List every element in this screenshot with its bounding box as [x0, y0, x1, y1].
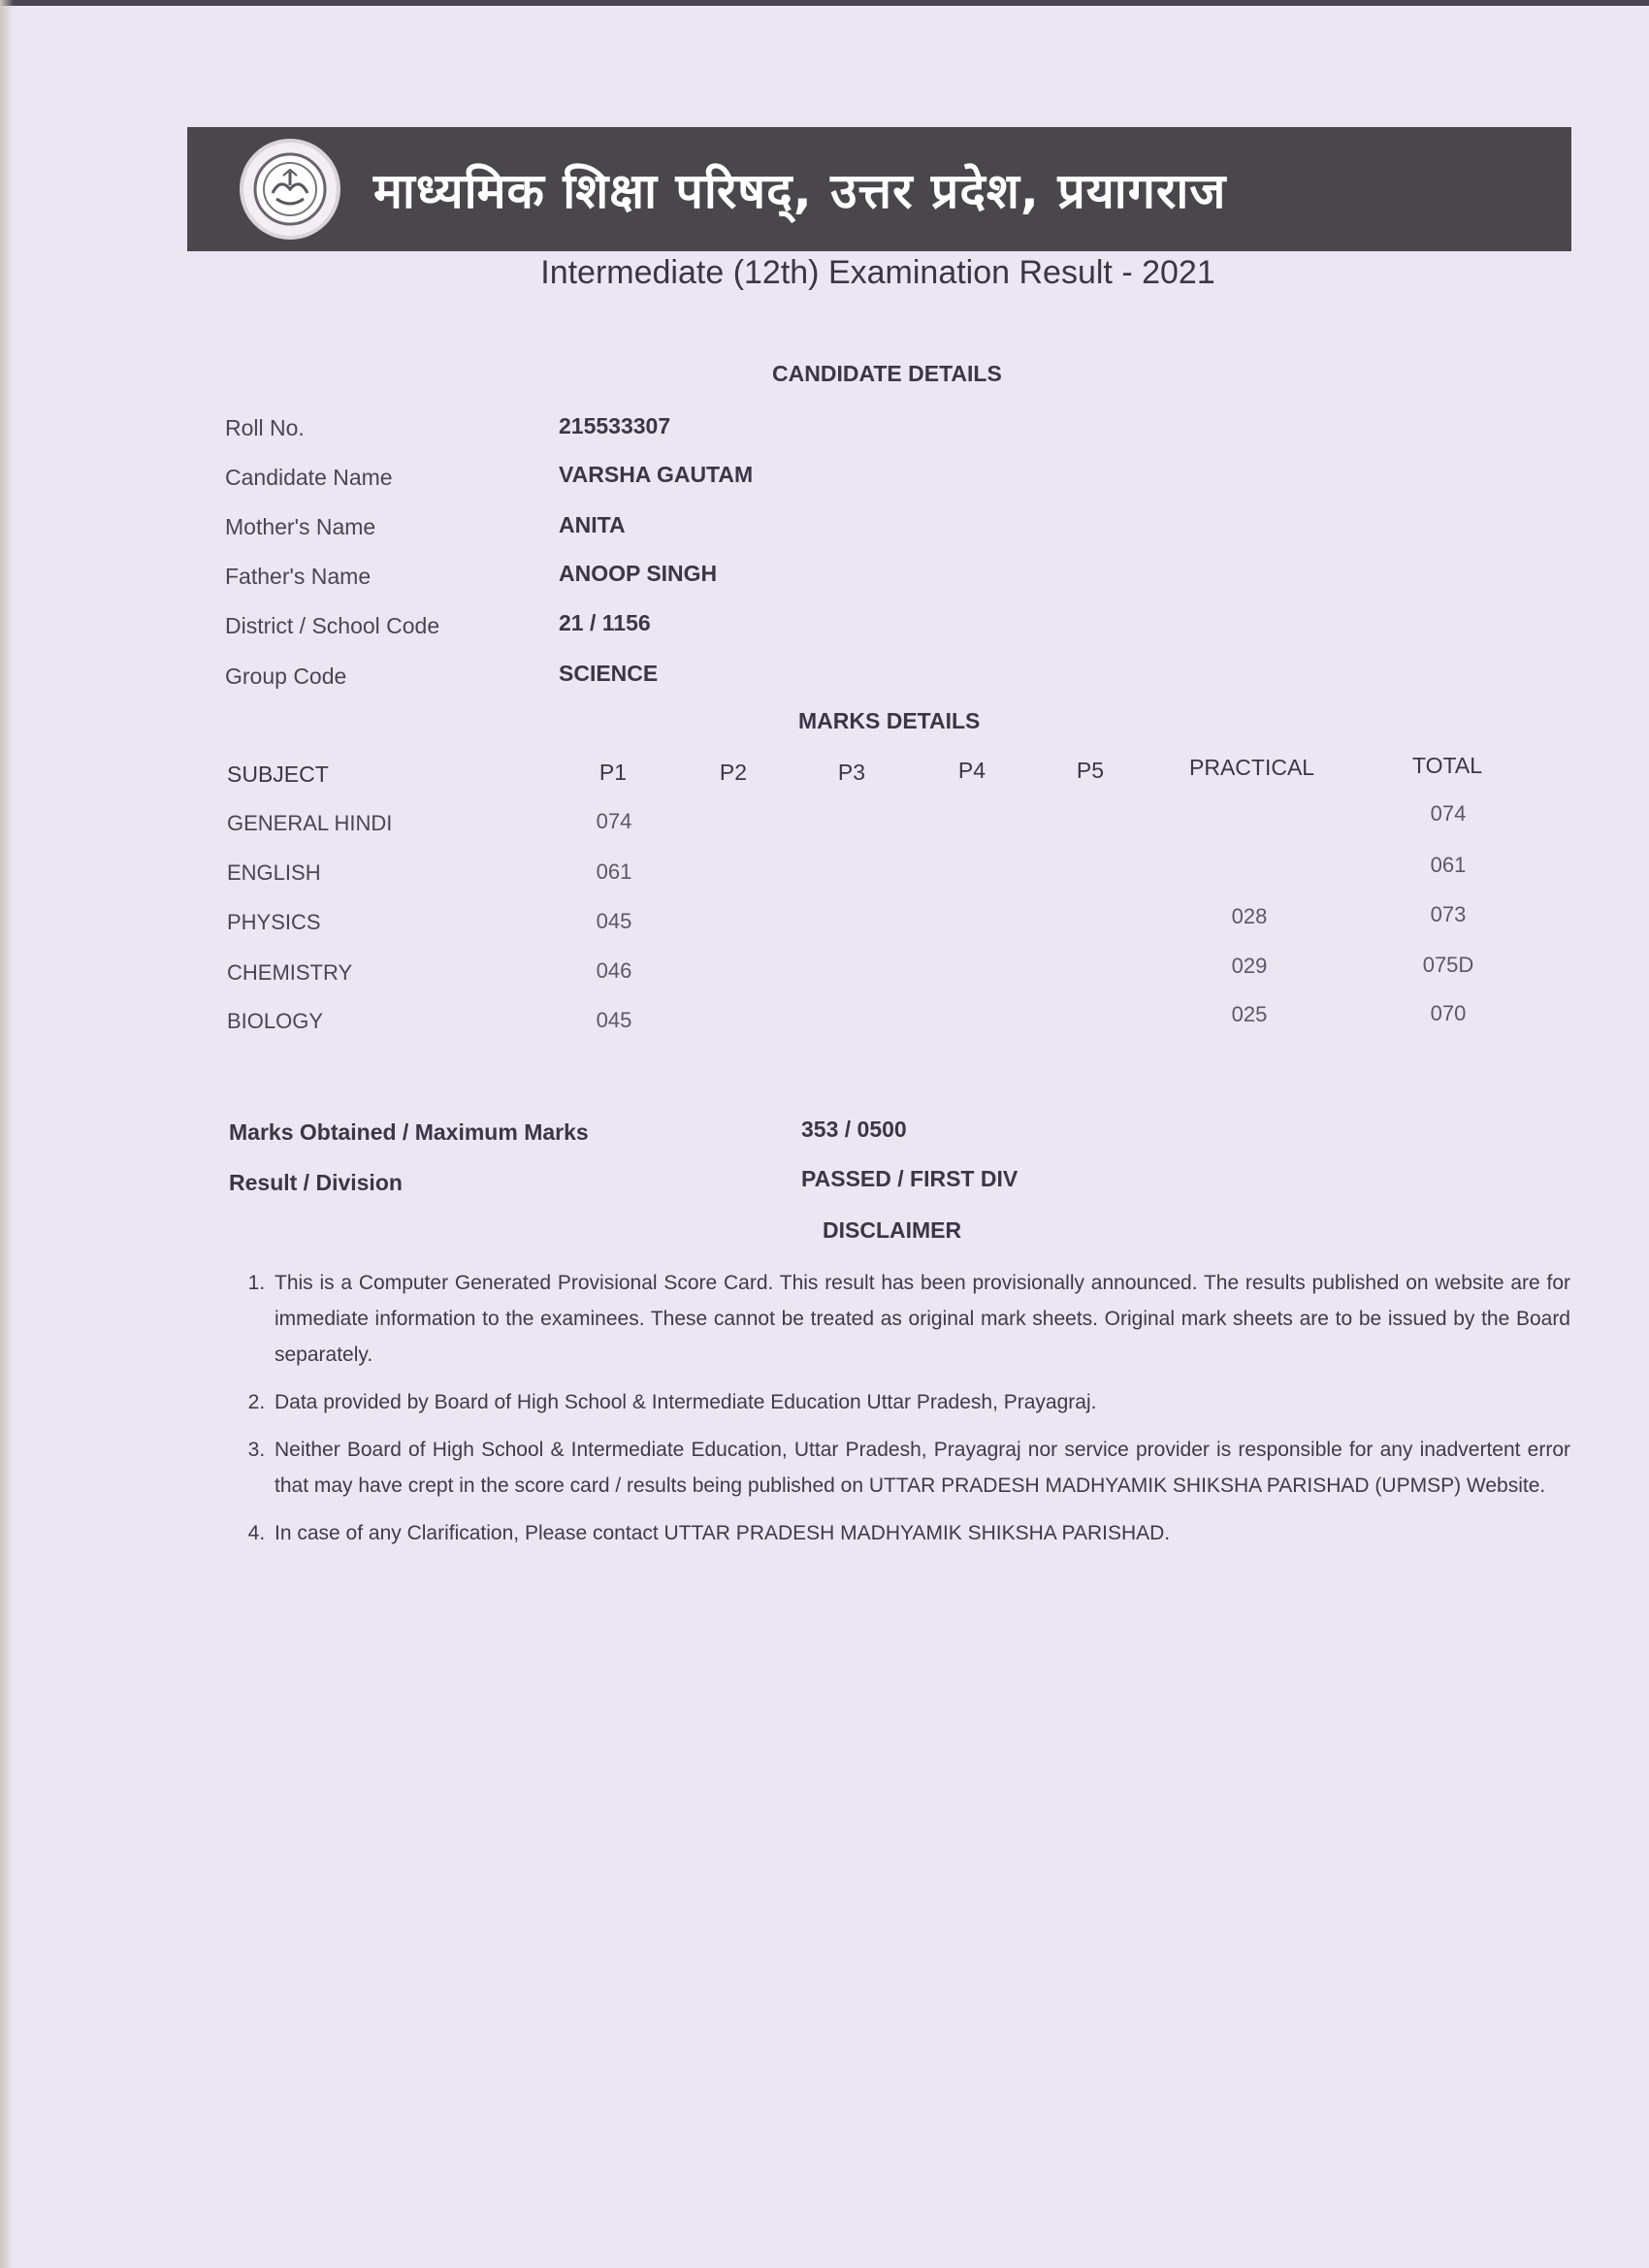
- marks-header-practical: PRACTICAL: [1189, 755, 1315, 780]
- roll-no-label: Roll No.: [225, 415, 305, 440]
- mark-total: 075D: [1422, 953, 1474, 977]
- mark-total: 061: [1430, 853, 1467, 877]
- result-division-label: Result / Division: [229, 1170, 403, 1195]
- roll-no-value: 215533307: [559, 413, 671, 438]
- marks-header-p5: P5: [1076, 758, 1105, 783]
- mark-practical: 028: [1231, 904, 1268, 928]
- mark-practical: 025: [1231, 1002, 1268, 1026]
- page-top-edge: [0, 0, 1649, 6]
- up-emblem-icon: [240, 139, 340, 240]
- header-banner: [187, 127, 1571, 251]
- disclaimer-item: 3. Neither Board of High School & Intermediate Education, Uttar Pradesh, Prayagraj nor service provider is responsible for any inadvertent error that may have crept in the score card / results being published on UTTAR PRADESH MADHYAMIK SHIKSHA PARISHAD (UPMSP) Website.: [271, 1432, 1570, 1504]
- subject-name: GENERAL HINDI: [227, 811, 393, 835]
- father-name-label: Father's Name: [225, 564, 372, 589]
- mark-p1: 046: [596, 958, 632, 983]
- result-division-value: PASSED / FIRST DIV: [801, 1166, 1018, 1191]
- group-code-label: Group Code: [225, 664, 347, 689]
- marks-header-p3: P3: [837, 760, 866, 785]
- marks-obtained-label: Marks Obtained / Maximum Marks: [229, 1119, 589, 1145]
- subject-name: ENGLISH: [227, 860, 321, 885]
- marks-details-heading: MARKS DETAILS: [798, 708, 981, 733]
- mark-practical: 029: [1231, 954, 1268, 978]
- page-left-shadow: [0, 0, 14, 2268]
- marks-header-subject: SUBJECT: [227, 761, 329, 787]
- mark-total: 073: [1430, 902, 1467, 926]
- candidate-details-heading: CANDIDATE DETAILS: [772, 361, 1002, 386]
- exam-title: Intermediate (12th) Examination Result - 2021: [540, 254, 1215, 291]
- disclaimer-item: 4. In case of any Clarification, Please contact UTTAR PRADESH MADHYAMIK SHIKSHA PARISHAD.: [271, 1515, 1570, 1551]
- candidate-name-value: VARSHA GAUTAM: [559, 462, 754, 487]
- mark-p1: 045: [596, 909, 632, 933]
- mark-total: 070: [1430, 1001, 1467, 1025]
- disclaimer-item: 1. This is a Computer Generated Provisional Score Card. This result has been provisionally announced. The results published on website are for immediate information to the examinees. These cannot be treated as original mark sheets. Original mark sheets are to be issued by the Board separately.: [271, 1265, 1570, 1373]
- subject-name: BIOLOGY: [227, 1009, 324, 1033]
- marks-header-p1: P1: [598, 760, 628, 785]
- subject-name: PHYSICS: [227, 910, 321, 934]
- group-code-value: SCIENCE: [559, 661, 659, 686]
- mark-p1: 074: [596, 809, 632, 833]
- mark-total: 074: [1430, 801, 1467, 826]
- marks-obtained-value: 353 / 0500: [801, 1117, 907, 1142]
- mark-p1: 045: [596, 1008, 632, 1032]
- district-school-code-value: 21 / 1156: [559, 610, 651, 635]
- candidate-name-label: Candidate Name: [225, 465, 393, 490]
- board-name: माध्यमिक शिक्षा परिषद्, उत्तर प्रदेश, प्रयागराज: [373, 163, 1227, 219]
- marks-header-p2: P2: [719, 760, 748, 785]
- disclaimer-item: 2. Data provided by Board of High School & Intermediate Education Uttar Pradesh, Prayagraj.: [271, 1384, 1570, 1420]
- marks-header-total: TOTAL: [1412, 753, 1482, 778]
- mother-name-label: Mother's Name: [225, 514, 376, 539]
- father-name-value: ANOOP SINGH: [559, 561, 718, 586]
- district-school-code-label: District / School Code: [225, 613, 440, 638]
- subject-name: CHEMISTRY: [227, 960, 353, 985]
- mark-p1: 061: [596, 859, 632, 884]
- mother-name-value: ANITA: [559, 512, 626, 537]
- disclaimer-list: [236, 1265, 1570, 1563]
- marks-header-p4: P4: [957, 758, 986, 783]
- disclaimer-heading: DISCLAIMER: [823, 1217, 962, 1243]
